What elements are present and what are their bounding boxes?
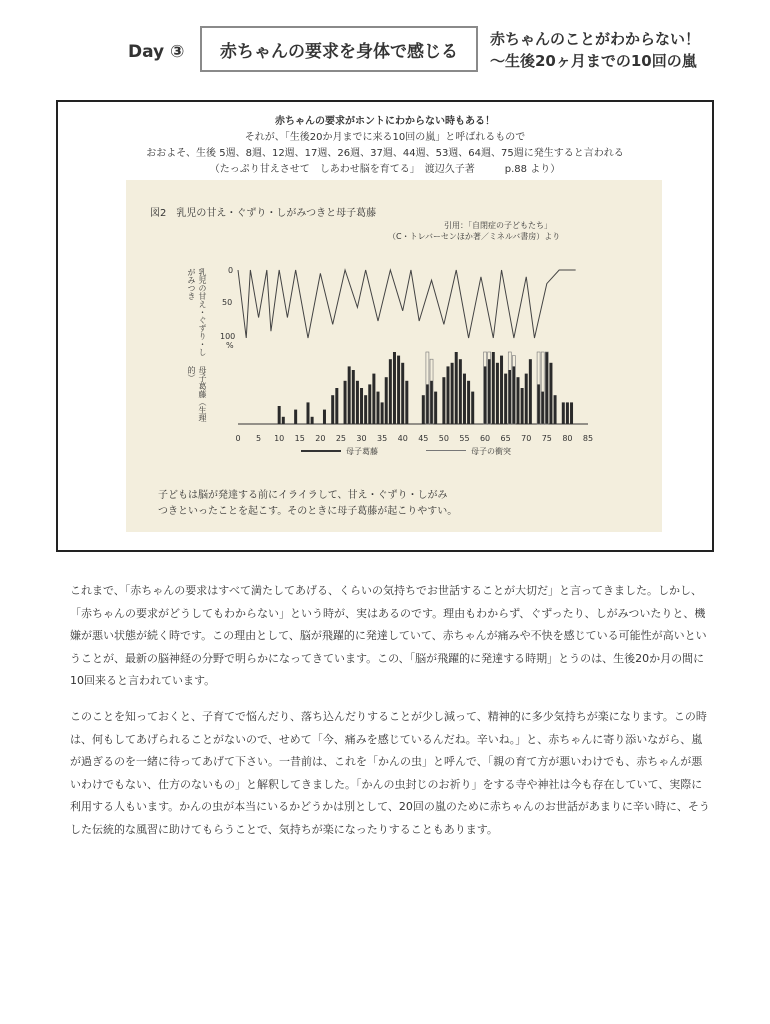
x-tick-label: 60 <box>479 434 491 443</box>
figure-frame <box>56 100 714 552</box>
legend-conflict: 母子葛藤 <box>346 447 378 456</box>
x-tick-label: 25 <box>335 434 347 443</box>
y-tick-0: 0 <box>228 266 234 275</box>
legend-clash: 母子の衝突 <box>471 447 511 456</box>
caption-line3: おおよそ、生後 5週、8週、12週、17週、26週、37週、44週、53週、64週、75週に発生すると言われる <box>146 148 624 159</box>
x-tick-label: 10 <box>274 434 285 443</box>
subtitle-line1: 赤ちゃんのことがわからない！ <box>490 30 701 48</box>
bar <box>364 395 367 424</box>
bar <box>545 352 548 424</box>
bar <box>294 410 297 424</box>
chart-photo <box>126 180 662 532</box>
x-tick-label: 45 <box>418 434 429 443</box>
bar <box>377 392 380 424</box>
bar <box>311 417 314 424</box>
x-tick-label: 30 <box>356 434 367 443</box>
bar <box>368 384 371 424</box>
bar <box>549 363 552 424</box>
x-tick-label: 40 <box>397 434 408 443</box>
y-tick-pct: % <box>226 341 234 350</box>
bar <box>517 377 520 424</box>
x-tick-label: 65 <box>500 434 511 443</box>
figure-cite1: 引用：「自閉症の子どもたち」 <box>444 221 552 230</box>
y-label-top: 乳児の甘え・ぐずり・しがみつき <box>187 268 207 356</box>
series-line <box>238 270 576 338</box>
y-tick-100: 100 <box>220 332 236 341</box>
title-box <box>200 26 478 72</box>
bar <box>381 402 384 424</box>
bar <box>554 395 557 424</box>
bar <box>459 359 462 424</box>
caption-line4: （たっぷり甘えさせて しあわせ脳を育てる」 渡辺久子著 p.88 より） <box>209 164 561 175</box>
bar <box>492 352 495 424</box>
bar <box>397 356 400 424</box>
bar <box>434 392 437 424</box>
bar <box>463 374 466 424</box>
bar <box>385 377 388 424</box>
bar <box>570 402 573 424</box>
caption-line2: それが、「生後20か月までに来る10回の嵐」と呼ばれるもので <box>244 132 526 143</box>
bar <box>447 366 450 424</box>
bar <box>525 374 528 424</box>
paragraph-1: これまで、「赤ちゃんの要求はすべて満たしてあげる、くらいの気持ちでお世話することが大切だ」と言ってきました。しかし、「赤ちゃんの要求がどうしてもわからない」という時が、実はあるのです。理由もわからず、ぐずったり、しがみついたりと、機嫌が悪い状態が続く時です。この理由として、脳が飛躍的に発達していて、赤ちゃんが痛みや不快を感じている可能性が高いということが、最新の脳神経の分野で明らかになってきています。この、「脳が飛躍的に発達する時期」とうのは、生後20か月の間に10回来ると言われています。 <box>70 584 707 687</box>
x-tick-label: 0 <box>235 434 241 443</box>
bar <box>393 352 396 424</box>
bar <box>471 392 474 424</box>
x-tick-label: 5 <box>256 434 262 443</box>
bar <box>451 363 454 424</box>
bar <box>467 381 470 424</box>
page-subtitle <box>490 28 700 72</box>
bar <box>488 359 491 424</box>
bar <box>442 377 445 424</box>
x-tick-label: 80 <box>562 434 573 443</box>
bar <box>360 388 363 424</box>
x-tick-label: 55 <box>459 434 470 443</box>
subtitle-line2: 〜生後20ヶ月までの10回の嵐 <box>490 52 697 70</box>
legend-outline-sample <box>426 446 466 455</box>
bar <box>307 402 310 424</box>
bar <box>512 366 515 424</box>
x-tick-label: 50 <box>438 434 449 443</box>
bar <box>372 374 375 424</box>
y-label-bottom: 母子葛藤（生理的） <box>187 366 207 422</box>
x-tick-label: 35 <box>377 434 388 443</box>
bar <box>401 363 404 424</box>
bar <box>541 392 544 424</box>
caption-line1: 赤ちゃんの要求がホントにわからない時もある！ <box>275 116 495 127</box>
x-tick-label: 20 <box>315 434 326 443</box>
figure-note-line1: 子どもは脳が発達する前にイライラして、甘え・ぐずり・しがみ <box>158 490 448 501</box>
legend-line-sample <box>301 446 341 455</box>
x-tick-label: 75 <box>541 434 552 443</box>
day-label: Day ③ <box>128 42 185 62</box>
page-title: 赤ちゃんの要求を身体で感じる <box>220 41 458 62</box>
bar <box>496 363 499 424</box>
chart-svg <box>126 180 662 532</box>
bar <box>348 366 351 424</box>
bar <box>323 410 326 424</box>
bar <box>484 366 487 424</box>
body-paragraph-1 <box>70 580 710 693</box>
bar <box>562 402 565 424</box>
bar <box>430 381 433 424</box>
bar <box>455 352 458 424</box>
bar <box>405 381 408 424</box>
bar <box>521 388 524 424</box>
bar <box>282 417 285 424</box>
body-paragraph-2 <box>70 706 710 841</box>
figure-note-line2: つきといったことを起こす。そのときに母子葛藤が起こりやすい。 <box>158 506 458 517</box>
y-tick-50: 50 <box>222 298 233 307</box>
bar <box>566 402 569 424</box>
bar <box>331 395 334 424</box>
figure-title: 図2 乳児の甘え・ぐずり・しがみつきと母子葛藤 <box>150 208 377 219</box>
x-tick-label: 85 <box>582 434 594 443</box>
bar <box>356 381 359 424</box>
page-header <box>0 0 770 100</box>
bar <box>389 359 392 424</box>
bar <box>508 370 511 424</box>
paragraph-2: このことを知っておくと、子育てで悩んだり、落ち込んだりすることが少し減って、精神的に多少気持ちが楽になります。この時は、何もしてあげられることがないので、せめて「今、痛みを感じているんだね。辛いね。」と、赤ちゃんに寄り添いながら、嵐が過ぎるのを一緒に待ってあげて下さい。一昔前は、これを「かんの虫」と呼んで、「親の育て方が悪いわけでも、赤ちゃんが悪いわけでもない、仕方のないもの」と解釈してきました。「かんの虫封じのお祈り」をする寺や神社は今も存在していて、実際に利用する人もいます。かんの虫が本当にいるかどうかは別として、20回の嵐のために赤ちゃんのお世話があまりに辛い時に、そうした伝統的な風習に助けてもらうことで、気持ちが楽になったりすることもあります。 <box>70 710 710 836</box>
bar <box>344 381 347 424</box>
bar <box>500 356 503 424</box>
bar <box>422 395 425 424</box>
x-tick-label: 70 <box>521 434 532 443</box>
x-tick-label: 15 <box>294 434 305 443</box>
figure-cite2: （C・トレバーセンほか著／ミネルバ書房）より <box>388 232 561 241</box>
bar <box>504 374 507 424</box>
bar <box>278 406 281 424</box>
bar <box>335 388 338 424</box>
bar <box>352 370 355 424</box>
bar <box>426 384 429 424</box>
bar <box>529 359 532 424</box>
bar <box>537 384 540 424</box>
